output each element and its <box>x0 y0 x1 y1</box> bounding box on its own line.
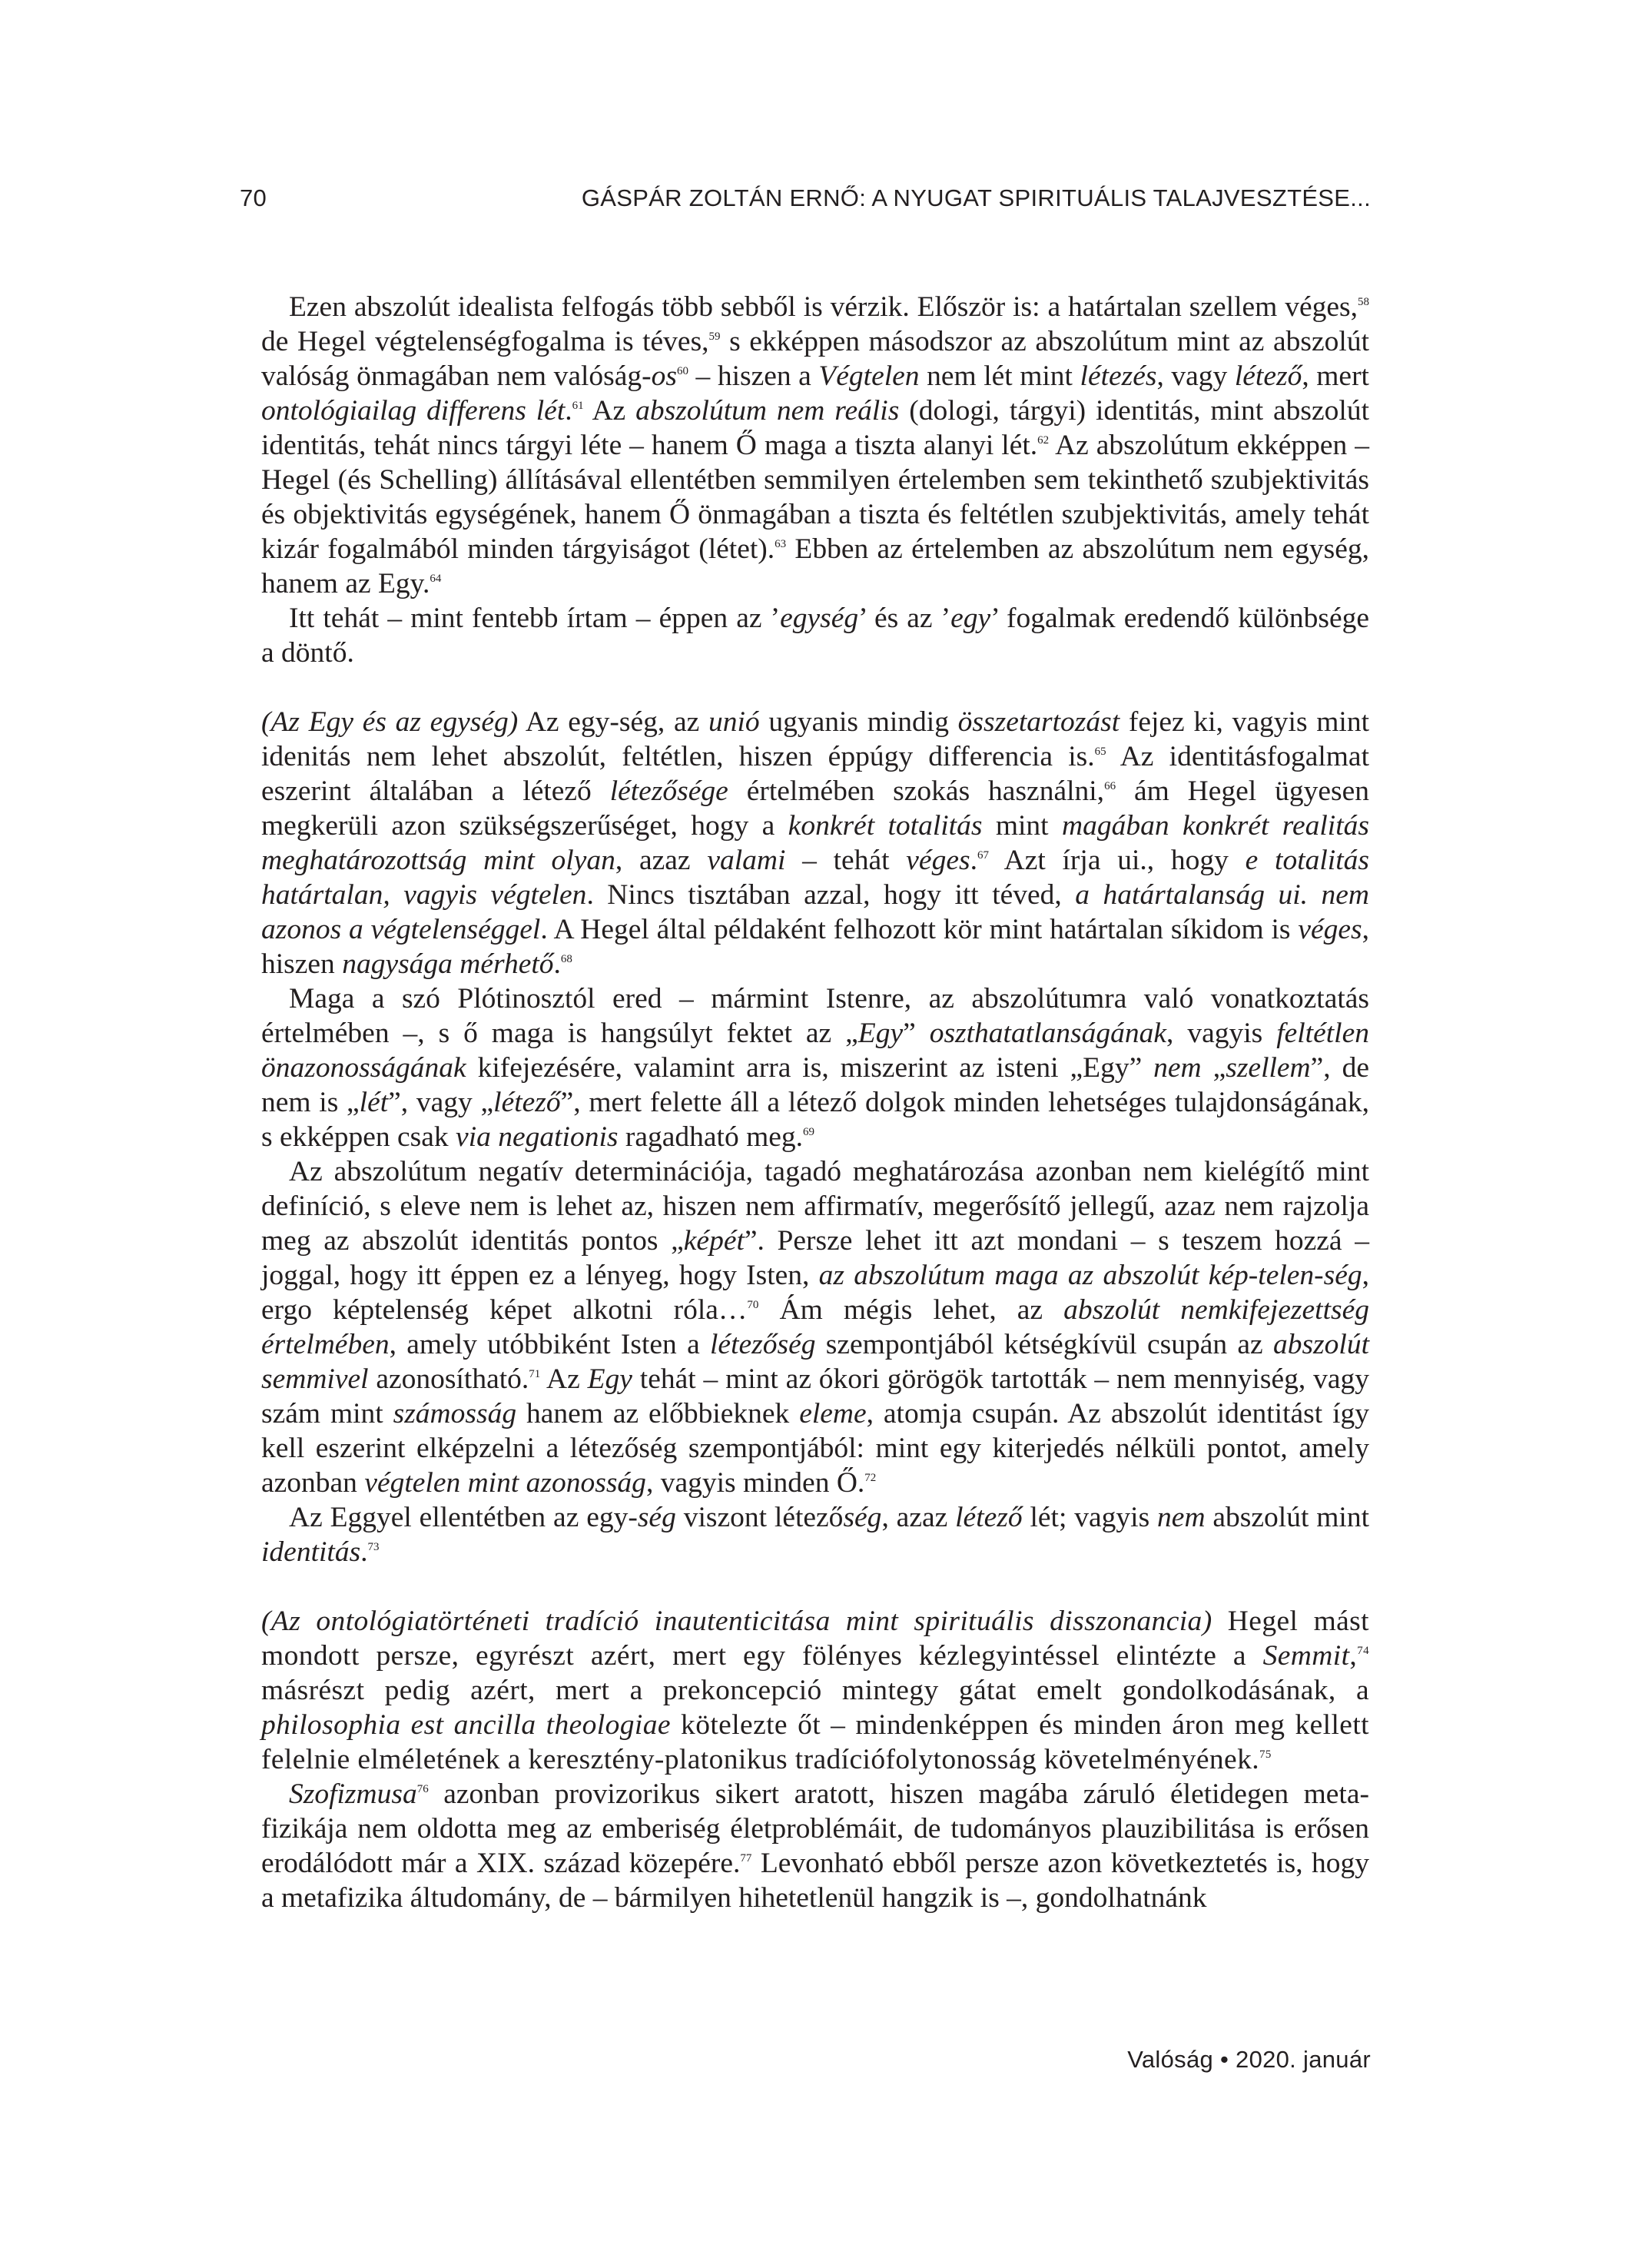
text-run: lét; vagyis <box>1022 1502 1158 1533</box>
paragraph <box>261 1777 1369 1915</box>
text-run: Az abszolútum negatív determinációja, tagadó meghatározása azonban nem kielégítő mint definíció, s eleve nem is lehet az, hiszen nem affirmatív, megerősítő jellegű, azaz nem rajzolja meg az abszolút identitás pontos „ <box>261 1156 1369 1257</box>
text-run: abszolút mint <box>1205 1502 1369 1533</box>
text-run: , azaz <box>615 845 708 876</box>
text-run: másrészt pedig azért, mert a prekoncepció mintegy gátat emelt gondolkodásának, a <box>261 1675 1369 1706</box>
italic-text: ontológiailag differens lét <box>261 395 566 427</box>
italic-text: az abszolútum maga az abszolút kép-telen-ség <box>818 1260 1362 1291</box>
page-footer: Valóság • 2020. január <box>1127 2046 1371 2073</box>
italic-text: lét <box>359 1087 389 1118</box>
text-run: Levonható ebből persze azon következtetés is, hogy a metafizika áltudomány, de – bármilyen hihetetlenül hangzik is –, gondolhatnánk <box>261 1848 1369 1914</box>
italic-text: nem <box>1157 1502 1206 1533</box>
text-run: kifejezésére, valamint arra is, miszerint az isteni „Egy” <box>466 1052 1154 1084</box>
footnote-ref: 64 <box>430 573 442 585</box>
text-run: ”, mert felette áll a létező dolgok minden lehetséges tulajdonságának, s ekképpen csak <box>261 1087 1369 1153</box>
text-run: ám Hegel ügyesen megkerüli azon szükségszerűséget, hogy a <box>261 775 1369 842</box>
footnote-ref: 59 <box>708 330 721 343</box>
footnote-ref: 65 <box>1094 745 1106 758</box>
text-run: ”. Persze lehet itt azt mondani – s teszem hozzá – joggal, hogy itt éppen ez a lényeg, hogy Isten, <box>261 1225 1369 1291</box>
italic-text: véges <box>1298 914 1362 945</box>
paragraph <box>261 1154 1369 1500</box>
footnote-ref: 60 <box>676 365 688 377</box>
italic-text: Szofizmusa <box>289 1778 417 1810</box>
italic-text: Egy <box>587 1363 632 1395</box>
italic-text: abszolút nemkifejezettség értelmében <box>261 1294 1369 1360</box>
paragraph <box>261 290 1369 601</box>
italic-text: Végtelen <box>818 360 920 392</box>
italic-text: egy <box>950 603 991 634</box>
text-run: ’ és az ’ <box>858 603 951 634</box>
italic-text: képét <box>683 1225 745 1257</box>
text-run: Azt írja ui., hogy <box>988 845 1246 876</box>
italic-text: létező <box>493 1087 561 1118</box>
paragraph <box>261 705 1369 981</box>
text-run: viszont létező <box>675 1502 844 1533</box>
italic-text: valami <box>707 845 786 876</box>
text-run: – hiszen a <box>688 360 819 392</box>
footnote-ref: 72 <box>864 1472 877 1484</box>
text-run: Az egy-ség, az <box>518 706 708 738</box>
italic-text: (Az ontológiatörténeti tradíció inautenticitása mint spirituális disszonancia) <box>261 1606 1212 1637</box>
italic-text: (Az Egy és az egység) <box>261 706 519 738</box>
italic-text: Semmit <box>1262 1640 1350 1672</box>
text-run: , amely utóbbiként Isten a <box>389 1329 711 1360</box>
text-run: . <box>553 948 561 980</box>
text-run: hanem az előbbieknek <box>516 1398 800 1430</box>
footnote-ref: 63 <box>775 538 787 550</box>
text-run: azonosítható. <box>368 1363 529 1395</box>
text-run: ugyanis mindig <box>759 706 958 738</box>
footnote-ref: 66 <box>1104 780 1116 792</box>
page-number: 70 <box>240 184 267 211</box>
italic-text: oszthatatlanságának <box>929 1018 1167 1049</box>
footnote-ref: 76 <box>416 1783 429 1795</box>
italic-text: ség <box>637 1502 676 1533</box>
italic-text: os <box>651 360 677 392</box>
text-run: tehát – mint az ókori görögök tartották – nem mennyiség, vagy szám mint <box>261 1363 1369 1430</box>
text-run: ragadható meg. <box>618 1121 804 1153</box>
italic-text: véges <box>906 845 970 876</box>
text-run: Ebben az értelemben az abszolútum nem egység, hanem az Egy. <box>261 533 1369 599</box>
text-run: s ekképpen másodszor az abszolútum mint az abszolút valóság önmagában nem valóság- <box>261 326 1369 392</box>
italic-text: létező <box>955 1502 1023 1533</box>
footnote-ref: 77 <box>740 1852 752 1865</box>
italic-text: nem <box>1153 1052 1202 1084</box>
italic-text: e totalitás határtalan, vagyis végtelen <box>261 845 1369 911</box>
italic-text: létezőség <box>710 1329 816 1360</box>
footnote-ref: 75 <box>1259 1748 1272 1761</box>
italic-text: szellem <box>1226 1052 1311 1084</box>
footnote-ref: 74 <box>1357 1645 1369 1657</box>
italic-text: identitás <box>261 1536 361 1568</box>
footnote-ref: 68 <box>560 953 572 965</box>
italic-text: abszolútum nem reális <box>635 395 900 427</box>
paragraph <box>261 601 1369 670</box>
footnote-ref: 62 <box>1037 434 1050 447</box>
text-run: , hiszen <box>261 914 1370 980</box>
text-run: értelmében szokás használni, <box>728 775 1105 807</box>
text-run: ”, vagy „ <box>388 1087 494 1118</box>
text-run: kötelezte őt – mindenképpen és minden áron meg kellett felelnie elméletének a keresztény-platonikus tradíciófolytonosság követelményének. <box>261 1709 1369 1775</box>
paragraph <box>261 1604 1369 1777</box>
text-run: Az identitásfogalmat eszerint általában a létező <box>261 741 1369 807</box>
italic-text: magában konkrét realitás meghatározottság mint olyan <box>261 810 1369 876</box>
text-run: Ám mégis lehet, az <box>758 1294 1064 1326</box>
text-run: fejez ki, vagyis mint idenitás nem lehet abszolút, feltétlen, hiszen éppúgy differencia is. <box>261 706 1369 772</box>
footnote-ref: 71 <box>529 1368 541 1380</box>
italic-text: abszolút semmivel <box>261 1329 1369 1395</box>
footnote-ref: 61 <box>572 400 584 412</box>
italic-text: via negationis <box>456 1121 619 1153</box>
text-run: , mert <box>1302 360 1369 392</box>
paragraph <box>261 1500 1369 1569</box>
text-run: „ <box>1201 1052 1226 1084</box>
text-run: , vagy <box>1156 360 1235 392</box>
article-body <box>261 290 1369 1915</box>
italic-text: Egy <box>857 1018 904 1049</box>
italic-text: nagysága mérhető <box>342 948 554 980</box>
text-run: . <box>970 845 977 876</box>
text-run: Ezen abszolút idealista felfogás több sebből is vérzik. Először is: a határtalan szellem véges, <box>289 291 1358 323</box>
text-run: , ergo képtelenség képet alkotni róla… <box>261 1260 1370 1326</box>
text-run: . Nincs tisztában azzal, hogy itt téved, <box>586 879 1076 911</box>
text-run: ” <box>903 1018 930 1049</box>
text-run: , azaz <box>881 1502 956 1533</box>
text-run: Itt tehát – mint fentebb írtam – éppen az ’ <box>289 603 781 634</box>
running-title: GÁSPÁR ZOLTÁN ERNŐ: A NYUGAT SPIRITUÁLIS TALAJVESZTÉSE... <box>581 184 1371 211</box>
italic-text: ség <box>843 1502 882 1533</box>
text-run: Maga a szó Plótinosztól ered – mármint Istenre, az abszolútumra való vonatkoztatás értelmében –, s ő maga is hangsúlyt fektet az „ <box>261 983 1369 1049</box>
text-run: Az <box>583 395 636 427</box>
text-run: Az abszolútum ekképpen – Hegel (és Schelling) állításával ellentétben semmilyen értelemben sem tekinthető szubjektivitás és objektivitás egységének, hanem Ő önmagában a tiszta és feltétlen szubjektivitás, amely tehát kizár fogalmából minden tárgyiságot (létet). <box>261 430 1369 565</box>
italic-text: unió <box>708 706 760 738</box>
italic-text: létező <box>1234 360 1302 392</box>
page-header <box>240 184 1371 223</box>
text-run: , atomja csupán. Az abszolút identitást így kell eszerint elképzelni a létezőség szempontjából: mint egy kiterjedés nélküli pontot, amely azonban <box>261 1398 1369 1499</box>
text-run: , <box>1349 1640 1358 1672</box>
italic-text: eleme <box>799 1398 867 1430</box>
text-run: – tehát <box>785 845 907 876</box>
text-run: de Hegel végtelenségfogalma is téves, <box>261 326 709 357</box>
text-run: ”, de nem is „ <box>261 1052 1369 1118</box>
text-run: nem lét mint <box>919 360 1080 392</box>
italic-text: philosophia est ancilla theologiae <box>261 1709 671 1741</box>
footnote-ref: 58 <box>1358 296 1369 308</box>
italic-text: összetartozást <box>957 706 1120 738</box>
text-run: Az <box>540 1363 588 1395</box>
italic-text: konkrét totalitás <box>788 810 983 842</box>
text-run: (dologi, tárgyi) identitás, mint abszolút identitás, tehát nincs tárgyi léte – hanem Ő maga a tiszta alanyi lét. <box>261 395 1369 461</box>
italic-text: feltétlen önazonosságának <box>261 1018 1369 1084</box>
text-run: szempontjából kétségkívül csupán az <box>815 1329 1273 1360</box>
italic-text: a határtalanság ui. nem azonos a végtelenséggel <box>261 879 1369 945</box>
text-run: Hegel mást mondott persze, egyrészt azért, mert egy fölényes kézlegyintéssel elintézte a <box>261 1606 1369 1672</box>
italic-text: létezés <box>1080 360 1157 392</box>
text-run: ’ fogalmak eredendő különbsége a döntő. <box>261 603 1370 669</box>
text-run: Az Eggyel ellentétben az egy- <box>289 1502 638 1533</box>
text-run: , vagyis minden Ő. <box>645 1467 865 1499</box>
paragraph <box>261 981 1369 1154</box>
italic-text: létezősége <box>609 775 728 807</box>
italic-text: számosság <box>393 1398 517 1430</box>
footnote-ref: 67 <box>977 849 989 862</box>
footnote-ref: 69 <box>803 1126 815 1138</box>
italic-text: egység <box>780 603 859 634</box>
text-run: azonban provizorikus sikert aratott, hiszen magába záruló életidegen metafizikája nem oldotta meg az emberiség életproblémáit, de tudományos plauzibilitása is erősen erodálódott már a XIX. század közepére. <box>261 1778 1369 1879</box>
text-run: . <box>565 395 572 427</box>
footnote-ref: 73 <box>367 1541 380 1553</box>
text-run: mint <box>982 810 1062 842</box>
text-run: . A Hegel által példaként felhozott kör mint határtalan síkidom is <box>540 914 1299 945</box>
footnote-ref: 70 <box>747 1299 759 1311</box>
italic-text: végtelen mint azonosság <box>364 1467 646 1499</box>
text-run: , vagyis <box>1166 1018 1277 1049</box>
text-run: . <box>360 1536 368 1568</box>
